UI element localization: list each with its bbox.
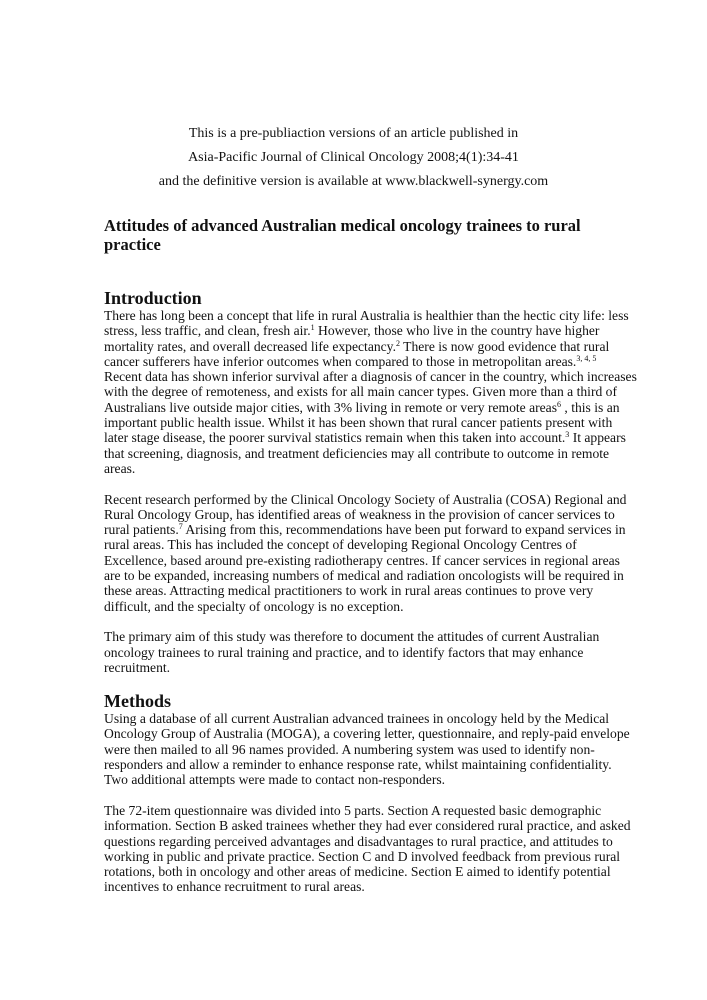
text-line: The primary aim of this study was therefore to document the attitudes of current Australian [104, 629, 600, 645]
text-line: important public health issue. Whilst it has been shown that rural cancer patients present with [104, 415, 613, 431]
text-line: There has long been a concept that life in rural Australia is healthier than the hectic city life: less [104, 308, 629, 323]
heading-introduction: Introduction [104, 288, 202, 308]
text-line: with the degree of remoteness, and exists for all main cancer types. Given more than a third of [104, 384, 617, 400]
text-line: The 72-item questionnaire was divided into 5 parts. Section A requested basic demographic [104, 802, 602, 818]
text-line: Two additional attempts were made to contact non-responders. [104, 772, 446, 788]
text-line: these areas. Attracting medical practitioners to work in rural areas continues to prove very [104, 583, 594, 599]
text-line: rotations, both in oncology and other areas of medicine. Section E aimed to identify potential [104, 864, 611, 880]
document-page [0, 122, 707, 895]
text-line: information. Section B asked trainees whether they had ever considered rural practice, and asked [104, 818, 631, 834]
paragraph-gap [0, 476, 707, 491]
paragraph [104, 492, 684, 614]
text-line: questions regarding perceived advantages and disadvantages to rural practice, and attitudes to [104, 833, 613, 849]
text-line: Oncology Group of Australia (MOGA), a covering letter, questionnaire, and reply-paid envelope [104, 726, 630, 742]
text-line: recruitment. [104, 659, 171, 675]
paragraph [104, 711, 684, 787]
text-line: responders and allow a reminder to enhance response rate, whilst maintaining confidentiality. [104, 757, 612, 773]
text-line: oncology trainees to rural training and practice, and to identify factors that may enhance [104, 644, 584, 660]
text-line: working in public and private practice. Section C and D involved feedback from previous rural [104, 848, 621, 864]
citation-superscript: 1 [310, 323, 315, 333]
text-line: incentives to enhance recruitment to rural areas. [104, 879, 365, 895]
text-line: are to be expanded, increasing numbers of medical and radiation oncologists will be required in [104, 568, 624, 584]
header-line-3: and the definitive version is available at www.blackwell-synergy.com [158, 174, 549, 189]
text-line: later stage disease, the poorer survival statistics remain when this taken into account.$^3$ It appears [104, 430, 626, 446]
text-line: areas. [104, 460, 136, 476]
citation-superscript: 7 [178, 522, 183, 532]
article-title [104, 216, 664, 254]
text-line: cancer sufferers have inferior outcomes when compared to those in metropolitan areas.$^{3, 4, 5}$ [104, 353, 597, 369]
text-line: Using a database of all current Australian advanced trainees in oncology held by the Medical [104, 711, 610, 727]
text-line: rural patients.$^7$ Arising from this, recommendations have been put forward to expand services in [104, 522, 626, 538]
paragraph-gap [0, 614, 707, 629]
text-line: Excellence, based around pre-existing radiotherapy centres. If cancer services in regional areas [104, 552, 620, 568]
paragraph-gap [0, 788, 707, 803]
text-line: that screening, diagnosis, and treatment deficiencies may all contribute to outcome in remote [104, 445, 610, 461]
title-line: practice [104, 235, 161, 254]
text-line: Recent research performed by the Clinical Oncology Society of Australia (COSA) Regional and [104, 491, 627, 507]
heading-methods: Methods [104, 691, 171, 712]
text-line: Recent data has shown inferior survival after a diagnosis of cancer in the country, which increases [104, 369, 637, 385]
text-line: Rural Oncology Group, has identified areas of weakness in the provision of cancer services to [104, 506, 615, 522]
citation-superscript: 2 [396, 338, 400, 348]
text-line: rural areas. This has included the concept of developing Regional Oncology Centres of [104, 537, 577, 553]
header-line-2: Asia-Pacific Journal of Clinical Oncology 2008;4(1):34-41 [188, 150, 519, 165]
citation-superscript: 6 [557, 399, 562, 409]
text-line: stress, less traffic, and clean, fresh air.$^1$ However, those who live in the country have higher [104, 323, 600, 339]
text-line: mortality rates, and overall decreased life expectancy.$^2$ There is now good evidence that rural [104, 338, 610, 354]
paragraph [104, 803, 684, 895]
text-line: Australians live outside major cities, with 3% living in remote or very remote areas$^6$ , this is an [104, 399, 620, 415]
title-line: Attitudes of advanced Australian medical oncology trainees to rural [104, 216, 581, 235]
citation-superscript: 3 [565, 430, 570, 440]
text-line: were then mailed to all 96 names provided. A numbering system was used to identify non- [104, 741, 595, 757]
citation-superscript: 3, 4, 5 [576, 353, 597, 363]
paragraph [104, 629, 684, 675]
text-line: difficult, and the specialty of oncology is no exception. [104, 598, 404, 614]
paragraph [104, 308, 684, 476]
header-line-1: This is a pre-publiaction versions of an article published in [188, 126, 519, 141]
